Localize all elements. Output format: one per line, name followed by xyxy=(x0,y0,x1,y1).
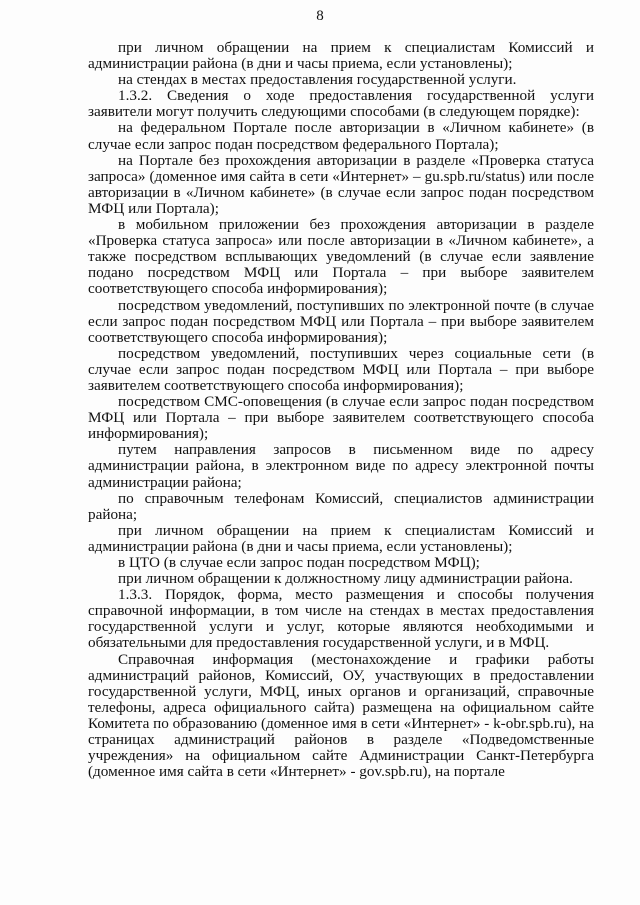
document-body xyxy=(88,40,594,780)
paragraph-reference-info: Справочная информация (местонахождение и графики работы администраций районов, Комиссий, ОУ, участвующих в предоставлении государственной услуги, МФЦ, иных органов и организаций, справочные телефоны, адреса официального сайта) размещена на официальном сайте Комитета по образованию (доменное имя в сети «Интернет» - k-obr.spb.ru), на страницах администраций районов в разделе «Подведомственные учреждения» на официальном сайте Администрации Санкт-Петербурга (доменное имя сайта в сети «Интернет» - gov.spb.ru), на портале xyxy=(88,650,595,781)
paragraph-personal-visit-1: при личном обращении на прием к специалистам Комиссий и администрации района (в дни и часы приема, если установлены); xyxy=(88,39,594,73)
paragraph-section-1-3-2: 1.3.2. Сведения о ходе предоставления государственной услуги заявители могут получить следующими способами (в следующем порядке): xyxy=(88,87,594,121)
paragraph-federal-portal: на федеральном Портале после авторизации в «Личном кабинете» (в случае если запрос подан посредством федерального Портала); xyxy=(88,119,594,153)
paragraph-official-visit: при личном обращении к должностному лицу администрации района. xyxy=(118,570,573,588)
paragraph-info-stands: на стендах в местах предоставления государственной услуги. xyxy=(118,71,517,89)
paragraph-written-requests: путем направления запросов в письменном виде по адресу администрации района, в электронном виде по адресу электронной почты администрации района; xyxy=(88,441,594,491)
paragraph-sms-notifications: посредством СМС-оповещения (в случае если запрос подан посредством МФЦ или Портала – при выборе заявителем соответствующего способа информирования); xyxy=(88,393,594,443)
paragraph-portal-status: на Портале без прохождения авторизации в разделе «Проверка статуса запроса» (доменное имя сайта в сети «Интернет» – gu.spb.ru/status) или после авторизации в «Личном кабинете» (в случае если запрос подан посредством МФЦ или Портала); xyxy=(88,151,594,217)
paragraph-social-notifications: посредством уведомлений, поступивших через социальные сети (в случае если запрос подан посредством МФЦ или Портала – при выборе заявителем соответствующего способа информирования); xyxy=(88,344,594,394)
paragraph-section-1-3-3: 1.3.3. Порядок, форма, место размещения и способы получения справочной информации, в том числе на стендах в местах предоставления государственной услуги и услуг, которые являются необходимыми и обязательными для предоставления государственной услуги, и в МФЦ. xyxy=(88,586,594,652)
page-number: 8 xyxy=(316,8,324,24)
paragraph-cto: в ЦТО (в случае если запрос подан посредством МФЦ); xyxy=(118,554,480,571)
paragraph-email-notifications: посредством уведомлений, поступивших по электронной почте (в случае если запрос подан посредством МФЦ или Портала – при выборе заявителем соответствующего способа информирования); xyxy=(88,296,594,346)
paragraph-phones: по справочным телефонам Комиссий, специалистов администрации района; xyxy=(88,489,594,523)
paragraph-mobile-app: в мобильном приложении без прохождения авторизации в разделе «Проверка статуса запроса» или после авторизации в «Личном кабинете», а также посредством всплывающих уведомлений (в случае если заявление подано посредством МФЦ или Портала – при выборе заявителем соответствующего способа информирования); xyxy=(88,216,594,298)
paragraph-personal-visit-2: при личном обращении на прием к специалистам Комиссий и администрации района (в дни и часы приема, если установлены); xyxy=(88,521,594,555)
